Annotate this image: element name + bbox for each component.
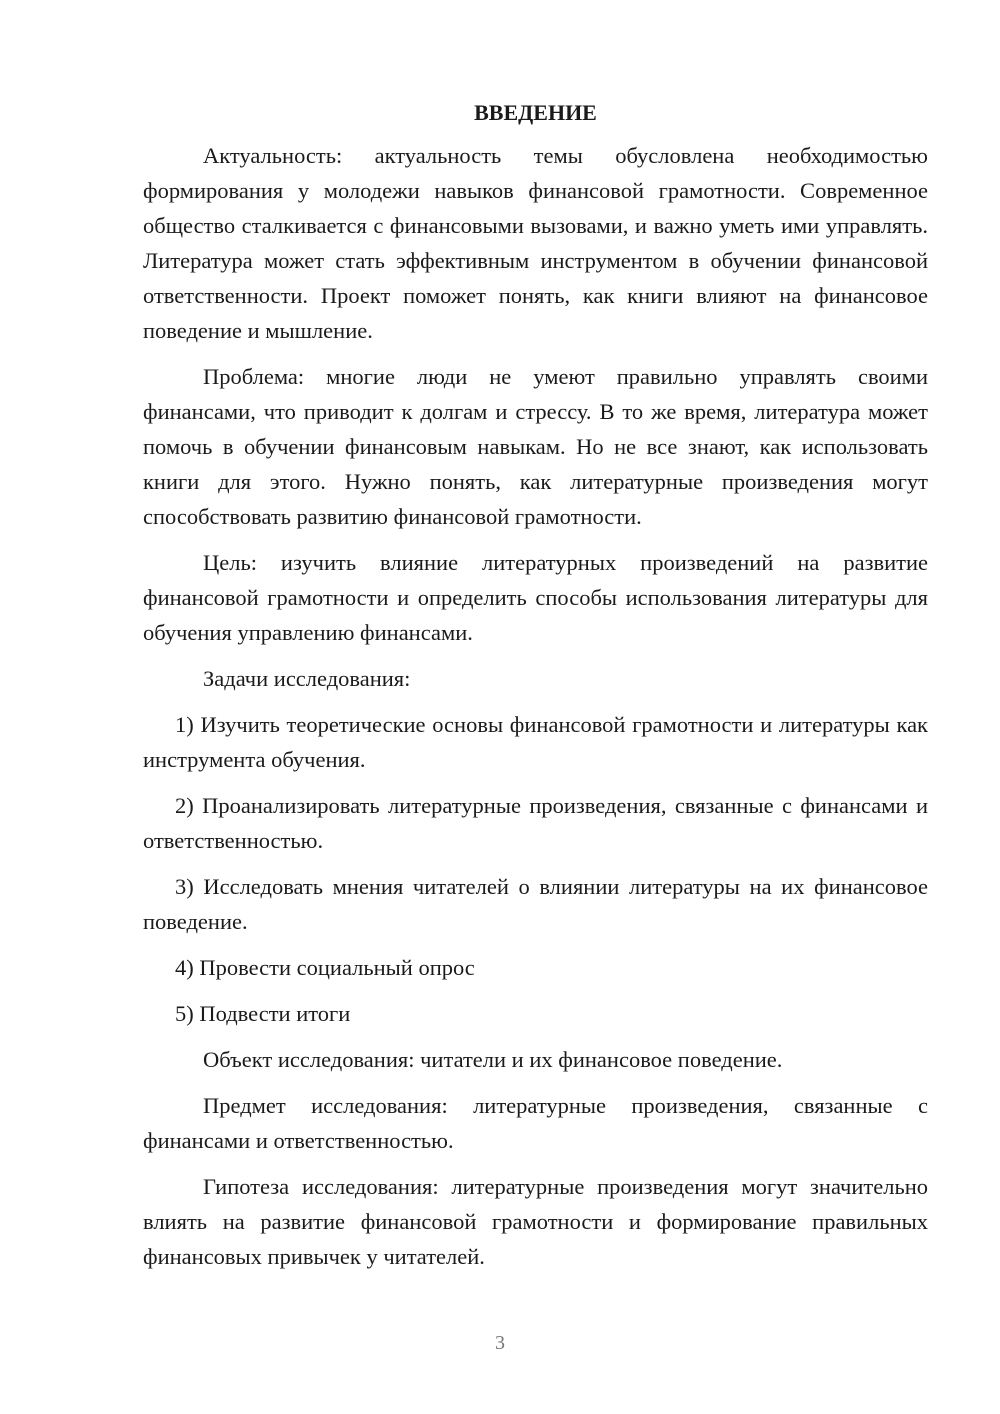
page-title: ВВЕДЕНИЕ — [474, 100, 597, 125]
hypothesis-paragraph: Гипотеза исследования: литературные произведения могут значительно влиять на развитие финансовой грамотности и формирование правильных финансовых привычек у читателей. — [143, 1174, 928, 1269]
task-item: 4) Провести социальный опрос — [175, 955, 475, 980]
task-item: 5) Подвести итоги — [175, 1001, 351, 1026]
task-item: 1) Изучить теоретические основы финансовой грамотности и литературы как инструмента обучения. — [143, 712, 928, 772]
subject-paragraph: Предмет исследования: литературные произведения, связанные с финансами и ответственностью. — [143, 1093, 928, 1153]
page-number: 3 — [495, 1332, 505, 1354]
task-item: 3) Исследовать мнения читателей о влиянии литературы на их финансовое поведение. — [143, 874, 928, 934]
tasks-heading: Задачи исследования: — [203, 666, 411, 691]
page-content — [143, 95, 928, 1285]
relevance-paragraph: Актуальность: актуальность темы обусловлена необходимостью формирования у молодежи навыков финансовой грамотности. Современное общество сталкивается с финансовыми вызовами, и важно уметь ими управлять. Литература может стать эффективным инструментом в обучении финансовой ответственности. Проект поможет понять, как книги влияют на финансовое поведение и мышление. — [143, 143, 928, 343]
task-item: 2) Проанализировать литературные произведения, связанные с финансами и ответственностью. — [143, 793, 928, 853]
goal-paragraph: Цель: изучить влияние литературных произведений на развитие финансовой грамотности и определить способы использования литературы для обучения управлению финансами. — [143, 550, 928, 645]
object-paragraph: Объект исследования: читатели и их финансовое поведение. — [203, 1047, 783, 1072]
problem-paragraph: Проблема: многие люди не умеют правильно управлять своими финансами, что приводит к долгам и стрессу. В то же время, литература может помочь в обучении финансовым навыкам. Но не все знают, как использовать книги для этого. Нужно понять, как литературные произведения могут способствовать развитию финансовой грамотности. — [143, 364, 928, 529]
